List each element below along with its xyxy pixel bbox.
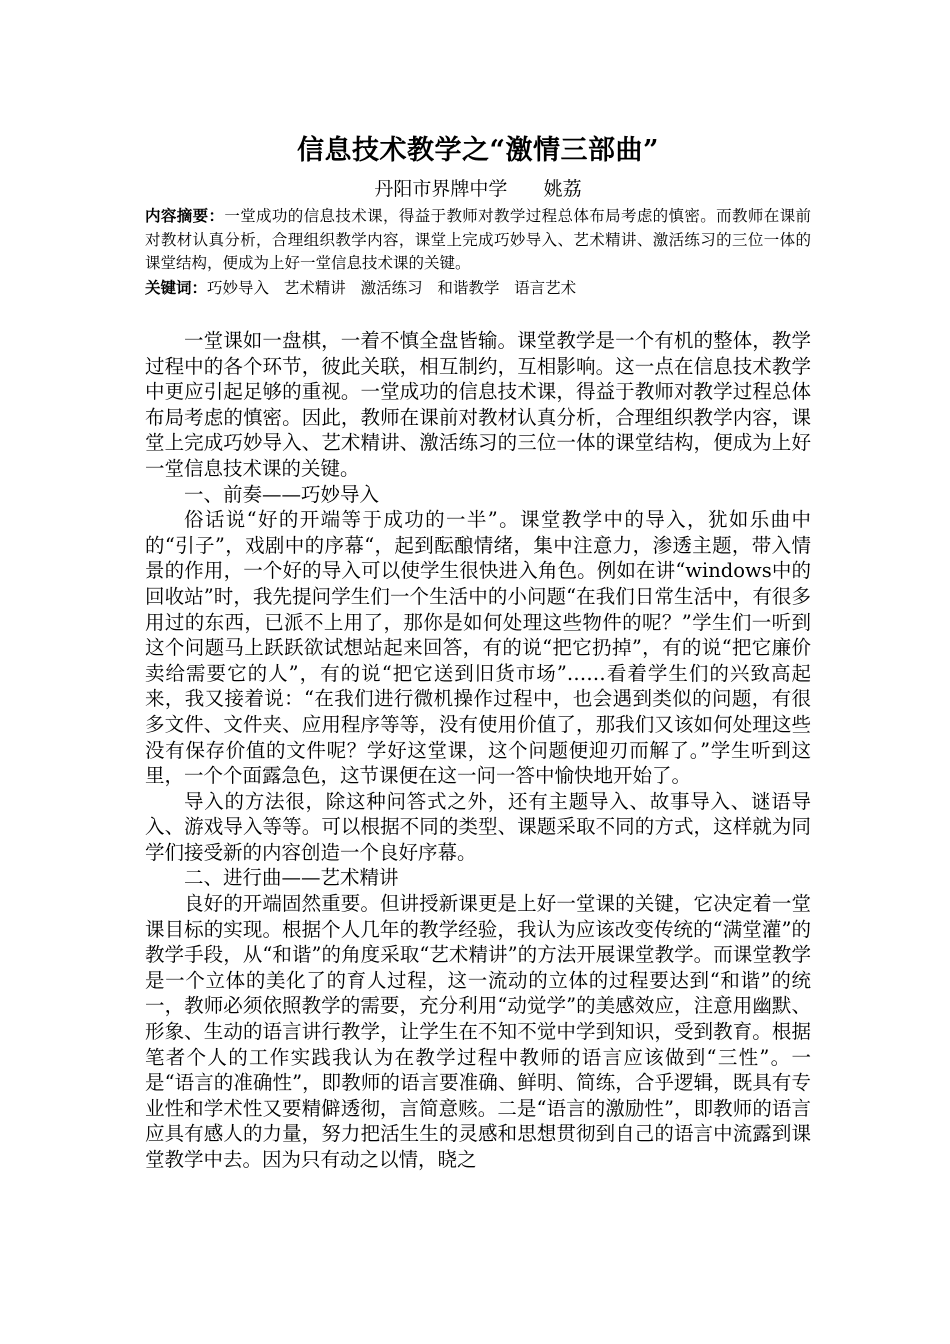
section-heading-2: 二、进行曲——艺术精讲 (184, 866, 399, 890)
paragraph-3: 良好的开端固然重要。但讲授新课更是上好一堂课的关键，它决定着一堂课目标的实现。根据个人几年的教学经验，我认为应该改变传统的“满堂灌”的教学手段，从“和谐”的角度采取“艺术精讲”的方法开展课堂教学。而课堂教学是一个立体的美化了的育人过程，这一流动的立体的过程要达到“和谐”的统一，教师必须依照教学的需要，充分利用“动觉学”的美感效应，注意用幽默、形象、生动的语言讲行教学，让学生在不知不觉中学到知识，受到教育。根据笔者个人的工作实践我认为在教学过程中教师的语言应该做到“三性”。一是“语言的准确性”，即教师的语言要准确、鲜明、简练，合乎逻辑，既具有专业性和学术性又要精僻透彻，言简意赅。二是“语言的激励性”，即教师的语言应具有感人的力量，努力把活生生的灵感和思想贯彻到自己的语言中流露到课堂教学中去。因为只有动之以情，晓之 (145, 892, 811, 1171)
paragraph-1: 俗话说“好的开端等于成功的一半”。课堂教学中的导入，犹如乐曲中的“引子”，戏剧中的序幕“，起到酝酿情绪，集中注意力，渗透主题，带入情景的作用，一个好的导入可以使学生很快进入角色。例如在讲“windows中的回收站”时，我先提问学生们一个生活中的小问题“在我们日常生活中，有很多用过的东西，已派不上用了，那你是如何处理这些物件的呢？”学生们一听到这个问题马上跃跃欲试想站起来回答，有的说“把它扔掉”，有的说“把它廉价卖给需要它的人”，有的说“把它送到旧货市场”……看着学生们的兴致高起来，我又接着说：“在我们进行微机操作过程中，也会遇到类似的问题，有很多文件、文件夹、应用程序等等，没有使用价值了，那我们又该如何处理这些没有保存价值的文件呢？学好这堂课，这个问题便迎刃而解了。”学生听到这里，一个个面露急色，这节课便在这一问一答中愉快地开始了。 (145, 508, 811, 788)
abstract-text: 一堂成功的信息技术课，得益于教师对教学过程总体布局考虑的慎密。而教师在课前对教材认真分析，合理组织教学内容，课堂上完成巧妙导入、艺术精讲、激活练习的三位一体的课堂结构，便成为上好一堂信息技术课的关键。 (145, 207, 811, 272)
keywords-label: 关键词： (145, 277, 208, 297)
abstract-label: 内容摘要： (145, 206, 225, 225)
paragraph-intro: 一堂课如一盘棋，一着不慎全盘皆输。课堂教学是一个有机的整体，教学过程中的各个环节，彼此关联，相互制约，互相影响。这一点在信息技术教学中更应引起足够的重视。一堂成功的信息技术课，得益于教师对教学过程总体布局考虑的慎密。因此，教师在课前对教材认真分析，合理组织教学内容，课堂上完成巧妙导入、艺术精讲、激活练习的三位一体的课堂结构，便成为上好一堂信息技术课的关键。 (145, 329, 811, 480)
section-heading-1: 一、前奏——巧妙导入 (184, 482, 380, 506)
paragraph-2: 导入的方法很，除这种问答式之外，还有主题导入、故事导入、谜语导入、游戏导入等等。可以根据不同的类型、课题采取不同的方式，这样就为同学们接受新的内容创造一个良好序幕。 (145, 789, 811, 864)
author-byline: 丹阳市界牌中学 姚荔 (374, 178, 582, 200)
document-page (145, 128, 811, 1173)
abstract (145, 204, 811, 276)
document-title: 信息技术教学之“激情三部曲” (296, 135, 660, 166)
keywords (145, 276, 811, 301)
section-spacer (145, 300, 811, 328)
document-body (145, 328, 811, 1173)
keywords-text: 巧妙导入 艺术精讲 激活练习 和谐教学 语言艺术 (207, 278, 577, 297)
